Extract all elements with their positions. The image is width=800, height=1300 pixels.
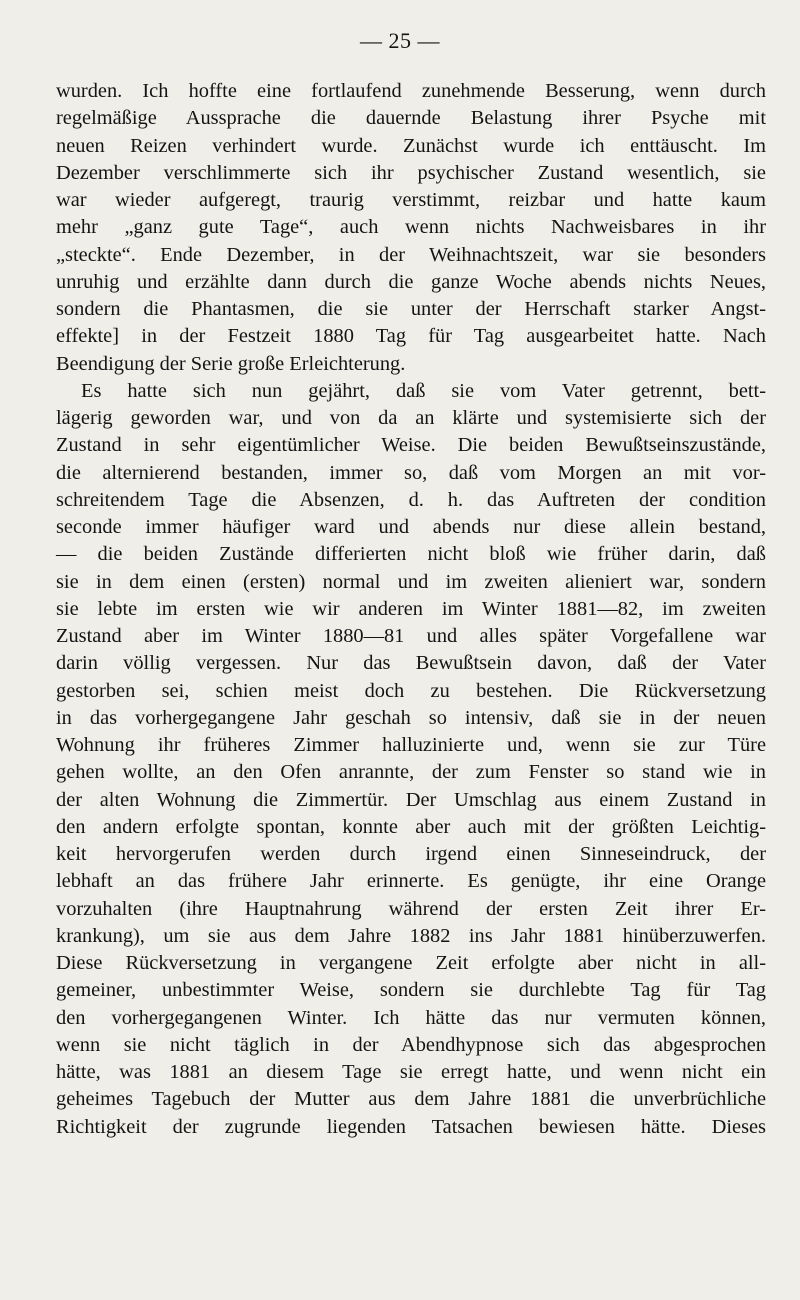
text-line: Wohnung ihr früheres Zimmer halluzinierte und, wenn sie zur Türe xyxy=(56,734,766,756)
text-line: Es hatte sich nun gejährt, daß sie vom Vater getrennt, bett- xyxy=(81,379,766,402)
paragraph xyxy=(56,378,766,1141)
text-line: vorzuhalten (ihre Hauptnahrung während der ersten Zeit ihrer Er- xyxy=(56,897,766,920)
text-line: krankung), um sie aus dem Jahre 1882 ins Jahr 1881 hinüberzuwerfen. xyxy=(56,924,766,947)
text-line: lebhaft an das frühere Jahr erinnerte. Es genügte, ihr eine Orange xyxy=(56,870,766,893)
text-line: effekte] in der Festzeit 1880 Tag für Tag ausgearbeitet hatte. Nach xyxy=(56,325,766,348)
text-line: gemeiner, unbestimmter Weise, sondern sie durchlebte Tag für Tag xyxy=(56,979,766,1002)
text-line: „steckte“. Ende Dezember, in der Weihnachtszeit, war sie besonders xyxy=(56,243,766,266)
text-line: sondern die Phantasmen, die sie unter der Herrschaft starker Angst- xyxy=(56,298,766,320)
text-line: war wieder aufgeregt, traurig verstimmt, reizbar und hatte kaum xyxy=(56,189,766,211)
page-number: — 25 — xyxy=(360,28,440,53)
text-line: gestorben sei, schien meist doch zu bestehen. Die Rückversetzung xyxy=(56,679,766,702)
text-line: Dezember verschlimmerte sich ihr psychischer Zustand wesentlich, sie xyxy=(56,161,766,184)
text-line: gehen wollte, an den Ofen anrannte, der zum Fenster so stand wie in xyxy=(56,761,766,784)
text-line: geheimes Tagebuch der Mutter aus dem Jahre 1881 die unverbrüchliche xyxy=(56,1088,766,1111)
text-line: Zustand in sehr eigentümlicher Weise. Die beiden Bewußtseinszustände, xyxy=(56,434,766,457)
text-line: darin völlig vergessen. Nur das Bewußtsein davon, daß der Vater xyxy=(56,652,766,675)
text-line: wenn sie nicht täglich in der Abendhypnose sich das abgesprochen xyxy=(56,1033,766,1056)
text-line: unruhig und erzählte dann durch die ganze Woche abends nichts Neues, xyxy=(56,270,766,293)
text-line: den andern erfolgte spontan, konnte aber auch mit der größten Leichtig- xyxy=(56,815,766,838)
text-line: sie in dem einen (ersten) normal und im zweiten alieniert war, sondern xyxy=(56,570,766,593)
body-text xyxy=(56,78,766,1141)
text-line: Diese Rückversetzung in vergangene Zeit erfolgte aber nicht in all- xyxy=(56,952,766,974)
text-line: wurden. Ich hoffte eine fortlaufend zunehmende Besserung, wenn durch xyxy=(56,80,766,102)
text-line: Zustand aber im Winter 1880—81 und alles später Vorgefallene war xyxy=(56,625,766,647)
text-line: sie lebte im ersten wie wir anderen im Winter 1881—82, im zweiten xyxy=(56,597,766,620)
text-line: keit hervorgerufen werden durch irgend einen Sinneseindruck, der xyxy=(56,843,766,865)
text-line: lägerig geworden war, und von da an klärte und systemisierte sich der xyxy=(56,407,766,429)
text-line: schreitendem Tage die Absenzen, d. h. das Auftreten der condition xyxy=(56,488,766,511)
paragraph xyxy=(56,78,766,378)
text-line: den vorhergegangenen Winter. Ich hätte das nur vermuten können, xyxy=(56,1006,766,1029)
text-line: regelmäßige Aussprache die dauernde Belastung ihrer Psyche mit xyxy=(56,107,766,130)
text-line: — die beiden Zustände differierten nicht bloß wie früher darin, daß xyxy=(56,543,766,566)
text-line: Beendigung der Serie große Erleichterung. xyxy=(56,352,406,375)
text-line: der alten Wohnung die Zimmertür. Der Umschlag aus einem Zustand in xyxy=(56,788,766,811)
text-line: seconde immer häufiger ward und abends nur diese allein bestand, xyxy=(56,516,766,538)
text-line: in das vorhergegangene Jahr geschah so intensiv, daß sie in der neuen xyxy=(56,706,766,729)
text-line: mehr „ganz gute Tage“, auch wenn nichts Nachweisbares in ihr xyxy=(56,216,766,239)
text-line: neuen Reizen verhindert wurde. Zunächst wurde ich enttäuscht. Im xyxy=(56,134,766,157)
text-line: Richtigkeit der zugrunde liegenden Tatsachen bewiesen hätte. Dieses xyxy=(56,1115,766,1138)
text-line: die alternierend bestanden, immer so, daß vom Morgen an mit vor- xyxy=(56,461,766,484)
text-line: hätte, was 1881 an diesem Tage sie erregt hatte, und wenn nicht ein xyxy=(56,1061,766,1083)
